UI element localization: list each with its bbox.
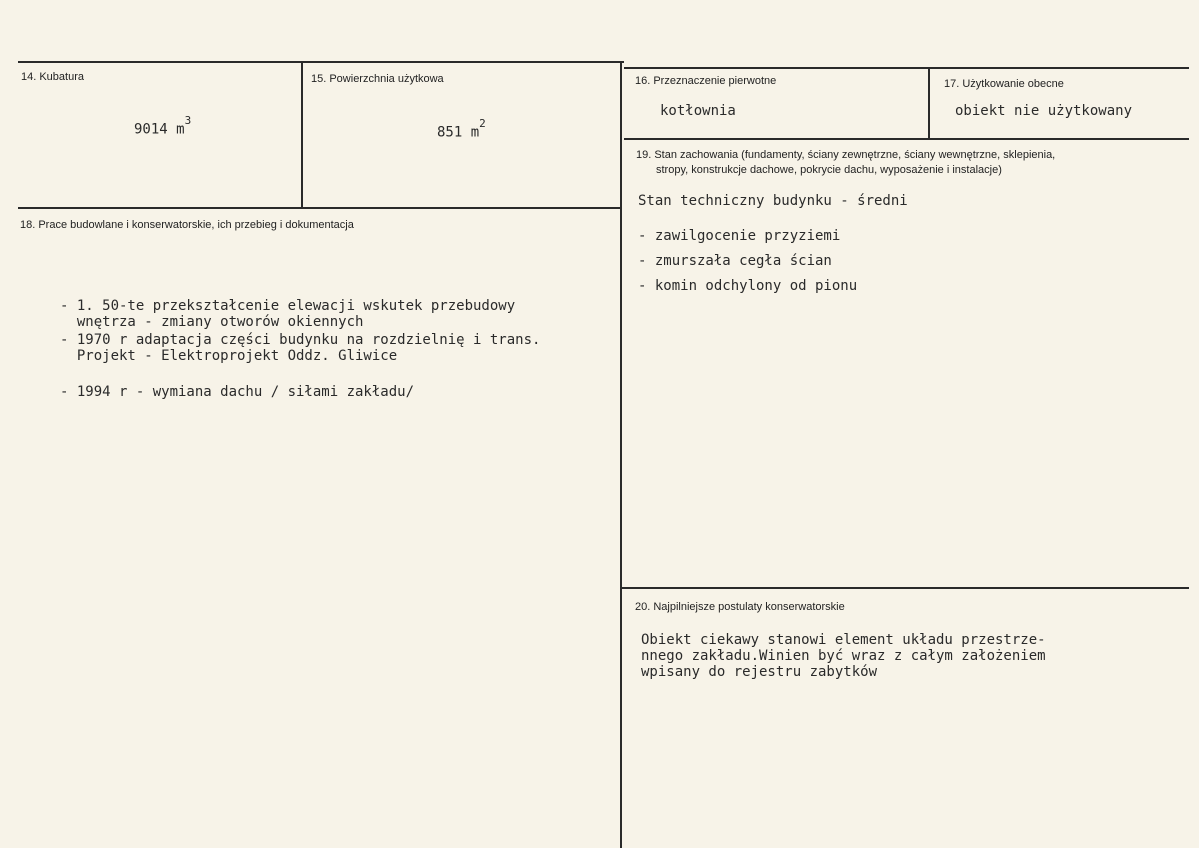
field-20-line-1: Obiekt ciekawy stanowi element układu przestrze- [641,632,1046,648]
rule-under-16-17 [624,138,1189,140]
field-16-value: kotłownia [660,103,736,119]
field-19-item-1: - zawilgocenie przyziemi [638,228,841,244]
rule-under-14-15 [18,207,622,209]
area-unit: m [470,124,480,141]
divider-v-14-15 [301,62,303,208]
divider-v-left-right [620,62,622,848]
field-14-label: 14. Kubatura [21,71,84,83]
field-19-label-line-1: 19. Stan zachowania (fundamenty, ściany zewnętrzne, ściany wewnętrzne, sklepienia, [636,149,1056,161]
field-20-line-3: wpisany do rejestru zabytków [641,664,878,680]
field-18-line-4: Projekt - Elektroprojekt Oddz. Gliwice [60,348,398,364]
field-18-line-3: - 1970 r adaptacja części budynku na rozdzielnię i trans. [60,332,541,348]
field-15-label: 15. Powierzchnia użytkowa [311,73,444,85]
divider-v-16-17 [928,68,930,140]
field-20-label: 20. Najpilniejsze postulaty konserwatorskie [635,601,845,613]
top-rule-right [624,67,1189,69]
field-19-item-2: - zmurszała cegła ścian [638,253,832,269]
volume-exponent: 3 [184,114,192,127]
field-16-label: 16. Przeznaczenie pierwotne [635,75,777,87]
field-20-line-2: nnego zakładu.Winien być wraz z całym założeniem [641,648,1046,664]
field-18-line-5: - 1994 r - wymiana dachu / siłami zakładu/ [60,384,415,400]
field-18-label: 18. Prace budowlane i konserwatorskie, ich przebieg i dokumentacja [20,219,354,231]
field-18-line-2: wnętrza - zmiany otworów okiennych [60,314,364,330]
volume-unit: m [176,121,185,138]
top-rule [18,61,624,63]
field-18-line-1: - 1. 50-te przekształcenie elewacji wskutek przebudowy [60,298,516,314]
area-exponent: 2 [479,117,486,130]
volume-number: 9014 [134,121,168,138]
field-19-heading: Stan techniczny budynku - średni [638,193,908,209]
field-19-item-3: - komin odchylony od pionu [638,278,858,294]
field-15-value [437,117,486,141]
area-number: 851 [437,124,463,141]
field-14-value [134,114,192,138]
field-17-value: obiekt nie użytkowany [955,103,1133,119]
field-19-label-line-2: stropy, konstrukcje dachowe, pokrycie dachu, wyposażenie i instalacje) [656,164,1002,176]
rule-above-20 [622,587,1189,589]
field-17-label: 17. Użytkowanie obecne [944,78,1064,90]
